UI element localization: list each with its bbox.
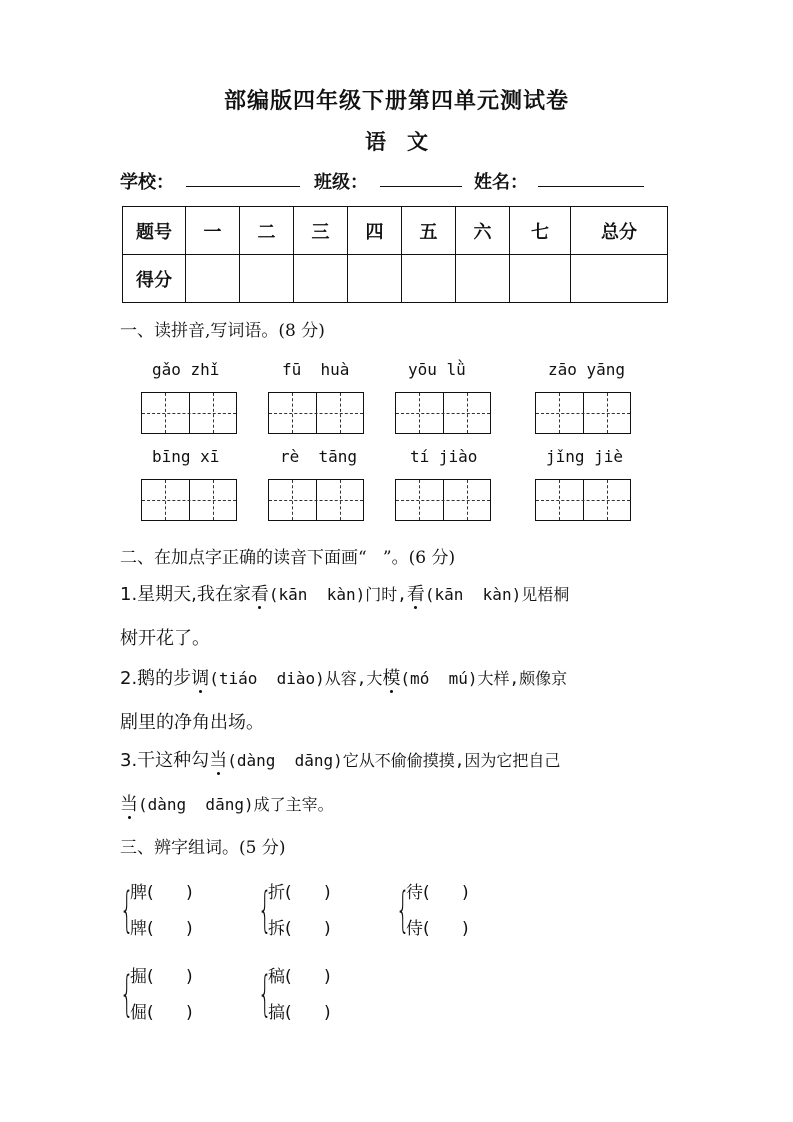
char-pair (120, 878, 250, 942)
question-2 (120, 664, 567, 690)
score-cell: 题号 (123, 207, 186, 255)
score-input-cell[interactable] (456, 255, 510, 303)
question-1-cont: 树开花了。 (120, 628, 210, 649)
question-text: 1.星期天,我在家 (120, 584, 251, 605)
question-text: 3.干这种勾 (120, 750, 210, 771)
brace-icon: { (120, 966, 134, 1022)
brace-icon: { (396, 882, 410, 938)
section1-heading: 一、读拼音,写词语。(8 分) (120, 321, 325, 341)
pinyin-options[interactable]: (kān kàn)见梧桐 (424, 585, 570, 604)
word-blank[interactable]: 搞( ) (268, 1003, 331, 1023)
name-blank[interactable] (538, 186, 644, 187)
section3-heading: 三、辨字组词。(5 分) (120, 838, 286, 858)
score-cell: 五 (402, 207, 456, 255)
word-blank[interactable]: 脾( ) (130, 883, 193, 903)
score-cell: 总分 (571, 207, 668, 255)
word-blank[interactable]: 牌( ) (130, 919, 193, 939)
class-blank[interactable] (380, 186, 462, 187)
pinyin-options[interactable]: (mó mú)大样,颇像京 (400, 669, 568, 688)
dotted-char: 当 (120, 794, 138, 815)
score-input-cell[interactable] (186, 255, 240, 303)
question-3 (120, 746, 560, 772)
writing-grid[interactable] (268, 392, 364, 434)
word-blank[interactable]: 侍( ) (406, 919, 469, 939)
score-cell: 一 (186, 207, 240, 255)
score-input-cell[interactable] (240, 255, 294, 303)
dotted-char: 模 (382, 668, 401, 689)
score-input-cell[interactable] (294, 255, 348, 303)
brace-icon: { (258, 966, 272, 1022)
pinyin-label: fū huà (282, 360, 350, 379)
pinyin-label: rè tāng (280, 447, 358, 466)
word-blank[interactable]: 倔( ) (130, 1003, 193, 1023)
pinyin-label: tí jiào (410, 447, 478, 466)
char-pair (258, 878, 388, 942)
school-blank[interactable] (186, 186, 300, 187)
school-label: 学校： (120, 172, 174, 193)
word-blank[interactable]: 掘( ) (130, 967, 193, 987)
dotted-char: 看 (250, 584, 269, 605)
writing-grid[interactable] (141, 392, 237, 434)
pinyin-options[interactable]: (dàng dāng)它从不偷偷摸摸,因为它把自己 (227, 751, 561, 770)
score-value-row (123, 255, 668, 303)
char-pair (258, 962, 388, 1026)
pinyin-options[interactable]: (tiáo diào)从容,大 (209, 669, 383, 688)
score-header-row (123, 207, 668, 255)
writing-grid[interactable] (395, 479, 491, 521)
class-label: 班级： (314, 172, 368, 193)
writing-grid[interactable] (268, 479, 364, 521)
brace-icon: { (120, 882, 134, 938)
subject-title: 语 文 (365, 129, 428, 154)
score-label-cell: 得分 (123, 255, 186, 303)
score-cell: 四 (348, 207, 402, 255)
pinyin-label: zāo yāng (548, 360, 626, 379)
page-title: 部编版四年级下册第四单元测试卷 (223, 88, 569, 114)
brace-icon: { (258, 882, 272, 938)
writing-grid[interactable] (395, 392, 491, 434)
word-blank[interactable]: 待( ) (406, 883, 469, 903)
score-cell: 三 (294, 207, 348, 255)
question-1 (120, 580, 569, 606)
writing-grid[interactable] (535, 479, 631, 521)
pinyin-options[interactable]: (dàng dāng)成了主宰。 (138, 795, 334, 814)
score-table (122, 206, 668, 303)
writing-grid[interactable] (141, 479, 237, 521)
word-blank[interactable]: 折( ) (268, 883, 331, 903)
dotted-char: 看 (406, 584, 425, 605)
pinyin-options[interactable]: (kān kàn)门时, (268, 585, 407, 604)
char-pair (396, 878, 526, 942)
score-input-cell[interactable] (571, 255, 668, 303)
char-pair (120, 962, 250, 1026)
word-blank[interactable]: 拆( ) (268, 919, 331, 939)
pinyin-label: jǐng jiè (546, 447, 624, 466)
question-2-cont: 剧里的净角出场。 (120, 712, 264, 733)
score-cell: 六 (456, 207, 510, 255)
score-input-cell[interactable] (510, 255, 571, 303)
pinyin-label: yōu lǜ (408, 360, 466, 379)
score-cell: 二 (240, 207, 294, 255)
word-blank[interactable]: 稿( ) (268, 967, 331, 987)
pinyin-label: bīng xī (152, 447, 220, 466)
question-3-cont (120, 790, 334, 816)
pinyin-label: gǎo zhǐ (152, 360, 220, 379)
section2-heading: 二、在加点字正确的读音下面画“ ”。(6 分) (120, 548, 456, 568)
dotted-char: 当 (209, 750, 228, 771)
writing-grid[interactable] (535, 392, 631, 434)
question-text: 2.鹅的步 (120, 668, 192, 689)
dotted-char: 调 (191, 668, 210, 689)
name-label: 姓名： (474, 172, 528, 193)
score-input-cell[interactable] (402, 255, 456, 303)
score-cell: 七 (510, 207, 571, 255)
score-input-cell[interactable] (348, 255, 402, 303)
